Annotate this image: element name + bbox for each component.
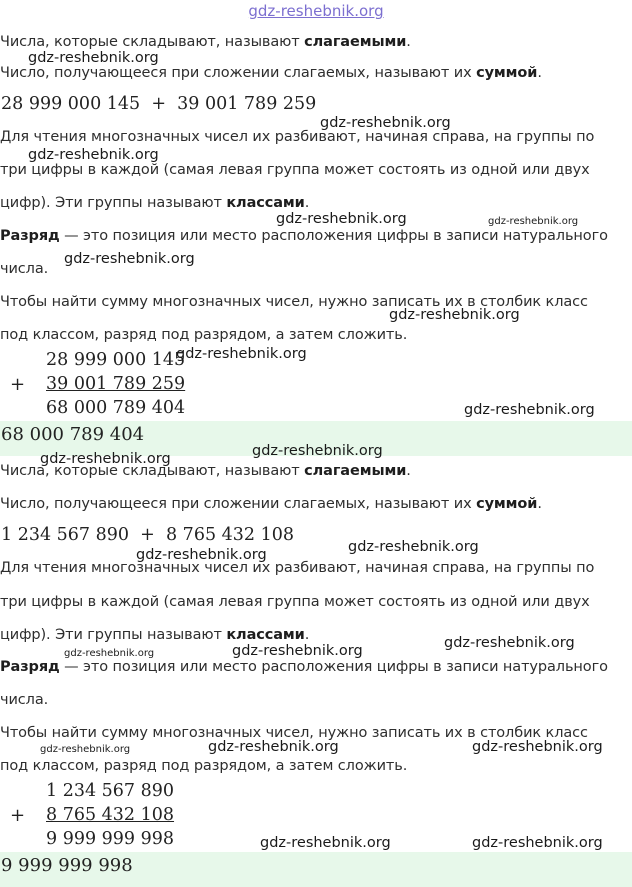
classes-text-line1: Для чтения многозначных чисел их разбивают, начиная справа, на группы по [0, 560, 595, 576]
method-line2: под классом, разряд под разрядом, а затем сложить. [0, 327, 408, 343]
watermark: gdz-reshebnik.org [136, 547, 267, 563]
def-sum: Число, получающееся при сложении слагаемых, называют их суммой. [0, 65, 542, 81]
column-plus-sign: + [10, 805, 26, 826]
sum-expression: 28 999 000 145 + 39 001 789 259 [1, 94, 317, 114]
digit-def-line1: Разряд — это позиция или место расположения цифры в записи натурального [0, 228, 608, 244]
watermark: gdz-reshebnik.org [208, 739, 339, 755]
watermark: gdz-reshebnik.org [464, 402, 595, 418]
column-plus-sign: + [10, 374, 26, 395]
watermark: gdz-reshebnik.org [488, 216, 579, 227]
watermark: gdz-reshebnik.org [176, 346, 307, 362]
column-result: 68 000 789 404 [46, 398, 186, 418]
classes-text-line3: цифр). Эти группы называют классами. [0, 195, 310, 211]
classes-text-line3: цифр). Эти группы называют классами. [0, 627, 310, 643]
watermark: gdz-reshebnik.org [276, 211, 407, 227]
digit-def-line2: числа. [0, 261, 49, 277]
watermark: gdz-reshebnik.org [260, 835, 391, 851]
watermark: gdz-reshebnik.org [252, 443, 383, 459]
watermark: gdz-reshebnik.org [40, 744, 131, 755]
digit-def-line2: числа. [0, 692, 49, 708]
watermark: gdz-reshebnik.org [28, 147, 159, 163]
watermark: gdz-reshebnik.org [40, 451, 171, 467]
column-top-number: 28 999 000 145 [46, 350, 186, 370]
watermark: gdz-reshebnik.org [320, 115, 451, 131]
column-bottom-number: 8 765 432 108 [46, 805, 175, 825]
classes-text-line1: Для чтения многозначных чисел их разбивают, начиная справа, на группы по [0, 129, 595, 145]
watermark: gdz-reshebnik.org [389, 307, 520, 323]
classes-text-line2: три цифры в каждой (самая левая группа может состоять из одной или двух [0, 162, 590, 178]
def-addends: Числа, которые складывают, называют слагаемыми. [0, 34, 411, 50]
answer-value: 68 000 789 404 [1, 424, 145, 445]
watermark: gdz-reshebnik.org [28, 50, 159, 66]
watermark: gdz-reshebnik.org [64, 648, 155, 659]
def-sum: Число, получающееся при сложении слагаемых, называют их суммой. [0, 496, 542, 512]
watermark: gdz-reshebnik.org [64, 251, 195, 267]
answer-box [0, 852, 632, 887]
method-line1: Чтобы найти сумму многозначных чисел, нужно записать их в столбик класс [0, 294, 588, 310]
watermark: gdz-reshebnik.org [232, 643, 363, 659]
sum-expression: 1 234 567 890 + 8 765 432 108 [1, 525, 295, 545]
digit-def-line1: Разряд — это позиция или место расположения цифры в записи натурального [0, 659, 608, 675]
column-bottom-number: 39 001 789 259 [46, 374, 186, 394]
method-line2: под классом, разряд под разрядом, а затем сложить. [0, 758, 408, 774]
answer-value: 9 999 999 998 [1, 855, 133, 876]
method-line1: Чтобы найти сумму многозначных чисел, нужно записать их в столбик класс [0, 725, 588, 741]
column-result: 9 999 999 998 [46, 829, 175, 849]
classes-text-line2: три цифры в каждой (самая левая группа может состоять из одной или двух [0, 594, 590, 610]
column-top-number: 1 234 567 890 [46, 781, 175, 801]
watermark: gdz-reshebnik.org [472, 739, 603, 755]
def-addends: Числа, которые складывают, называют слагаемыми. [0, 463, 411, 479]
site-header-link[interactable]: gdz-reshebnik.org [248, 2, 384, 20]
watermark: gdz-reshebnik.org [472, 835, 603, 851]
watermark: gdz-reshebnik.org [348, 539, 479, 555]
watermark: gdz-reshebnik.org [444, 635, 575, 651]
